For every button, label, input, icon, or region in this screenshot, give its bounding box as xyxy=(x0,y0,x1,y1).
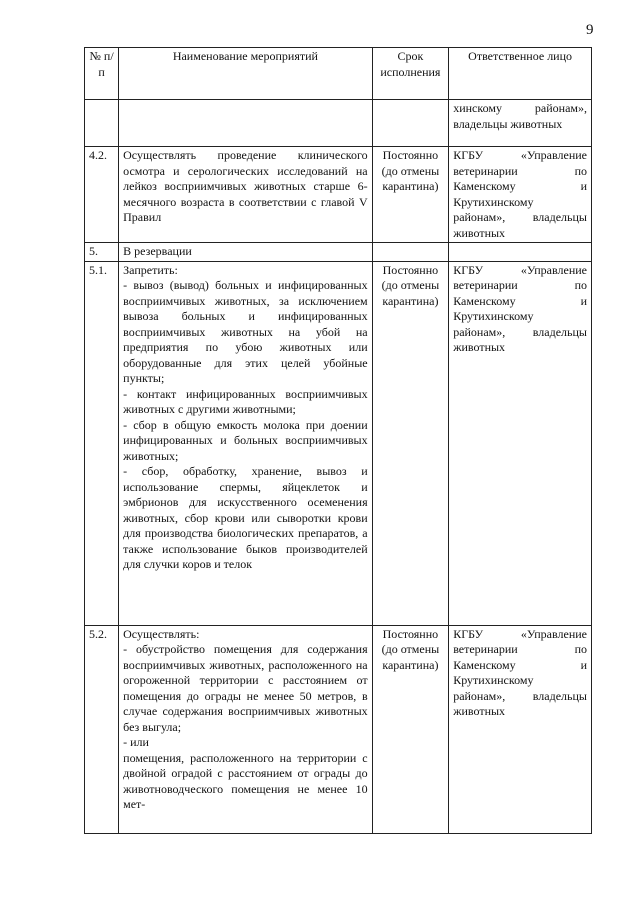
row-responsible: хинскому районам», владельцы животных xyxy=(449,100,592,147)
table-row xyxy=(85,147,592,243)
table-row xyxy=(85,243,592,262)
row-responsible: КГБУ «Управление ветеринарии по Каменскому и Крутихинскому районам», владельцы животных xyxy=(449,147,592,243)
row-term xyxy=(372,100,449,147)
row-num: 5. xyxy=(85,243,119,262)
name-line: помещения, расположенного на территории с двойной оградой с расстоянием от ограды до животноводческого помещения не менее 10 мет- xyxy=(123,750,368,811)
row-num: 5.2. xyxy=(85,625,119,833)
row-responsible: КГБУ «Управление ветеринарии по Каменскому и Крутихинскому районам», владельцы животных xyxy=(449,625,592,833)
name-line: Осуществлять: xyxy=(123,626,200,641)
table-header-row xyxy=(85,48,592,100)
row-name xyxy=(119,100,372,147)
name-line: - или xyxy=(123,735,149,749)
row-responsible: КГБУ «Управление ветеринарии по Каменскому и Крутихинскому районам», владельцы животных xyxy=(449,261,592,625)
measures-table xyxy=(84,47,592,834)
name-line: - контакт инфицированных восприимчивых животных с другими животными; xyxy=(123,386,368,416)
row-num: 5.1. xyxy=(85,261,119,625)
table-row xyxy=(85,261,592,625)
row-name xyxy=(119,261,372,625)
table-row xyxy=(85,625,592,833)
row-num xyxy=(85,100,119,147)
row-responsible xyxy=(449,243,592,262)
name-line: - сбор, обработку, хранение, вывоз и использование спермы, яйцеклеток и эмбрионов для искусственного осеменения животных, сбор крови или сыворотки крови для производства биологических препаратов, а также использование быков производителей для случки коров и телок xyxy=(123,464,368,571)
row-num: 4.2. xyxy=(85,147,119,243)
table-row xyxy=(85,100,592,147)
name-line: - обустройство помещения для содержания восприимчивых животных, расположенного на огороженной территории с расстоянием от помещения до ограды не менее 50 метров, в случае содержания восприимчивых животных без выгула; xyxy=(123,642,368,734)
row-name: В резервации xyxy=(119,243,372,262)
row-term: Постоянно (до отмены карантина) xyxy=(372,261,449,625)
header-num: № п/п xyxy=(85,48,119,100)
page-number: 9 xyxy=(586,22,594,38)
row-name: Осуществлять проведение клинического осмотра и серологических исследований на лейкоз восприимчивых животных старше 6-месячного возраста в соответствии с главой V Правил xyxy=(119,147,372,243)
row-name xyxy=(119,625,372,833)
name-line: - вывоз (вывод) больных и инфицированных восприимчивых животных, за исключением вывоза больных и инфицированных восприимчивых животных на убой на предприятия по убою животных или оборудованные для этих целей убойные пункты; xyxy=(123,278,368,385)
header-name: Наименование мероприятий xyxy=(119,48,372,100)
row-term: Постоянно (до отмены карантина) xyxy=(372,147,449,243)
row-term xyxy=(372,243,449,262)
name-line: Запретить: xyxy=(123,262,178,277)
header-term: Срок исполнения xyxy=(372,48,449,100)
name-line: - сбор в общую емкость молока при доении инфицированных и больных восприимчивых животных; xyxy=(123,417,368,463)
row-term: Постоянно (до отмены карантина) xyxy=(372,625,449,833)
header-responsible: Ответственное лицо xyxy=(449,48,592,100)
